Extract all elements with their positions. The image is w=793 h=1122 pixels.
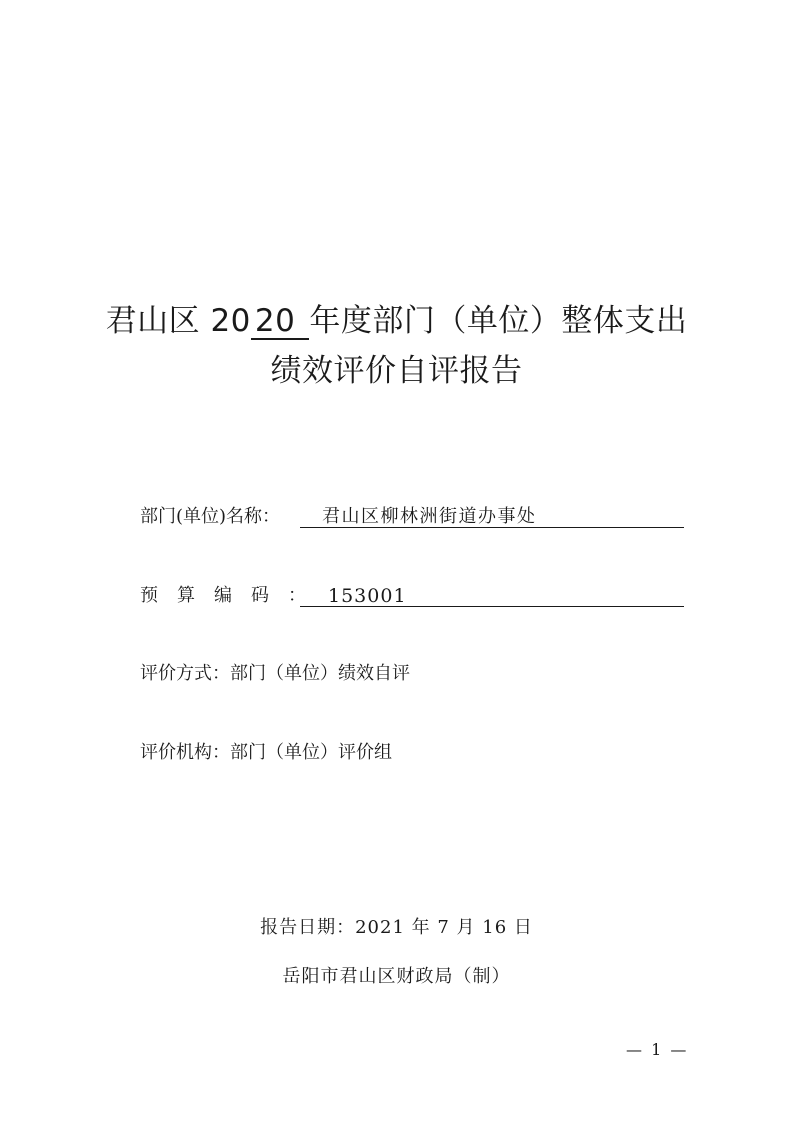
- evaluation-method-field: [140, 661, 410, 687]
- evaluation-agency-value: 部门（单位）评价组: [230, 742, 392, 763]
- report-title-line-1: [0, 295, 793, 340]
- evaluation-agency-field: [140, 740, 392, 766]
- department-name-value: 君山区柳林洲街道办事处: [300, 504, 684, 528]
- evaluation-agency-label: 评价机构：: [140, 742, 230, 763]
- budget-code-label: 预算编码：: [140, 585, 325, 606]
- report-date: 报告日期：2021 年 7 月 16 日: [260, 917, 533, 938]
- title-prefix: 君山区 20: [105, 303, 251, 339]
- title-year-blank: 20: [251, 304, 309, 340]
- page-number: — 1 —: [626, 1040, 689, 1059]
- title-suffix: 年度部门（单位）整体支出: [309, 303, 688, 339]
- evaluation-method-value: 部门（单位）绩效自评: [230, 663, 410, 684]
- budget-code-field: [140, 583, 407, 609]
- evaluation-method-label: 评价方式：: [140, 663, 230, 684]
- budget-code-value: 153001: [300, 583, 684, 607]
- report-title-line-2: 绩效评价自评报告: [270, 353, 523, 389]
- issuing-authority: 岳阳市君山区财政局（制）: [282, 966, 511, 987]
- department-name-label: 部门(单位)名称：: [140, 506, 281, 527]
- department-name-field: [140, 504, 537, 530]
